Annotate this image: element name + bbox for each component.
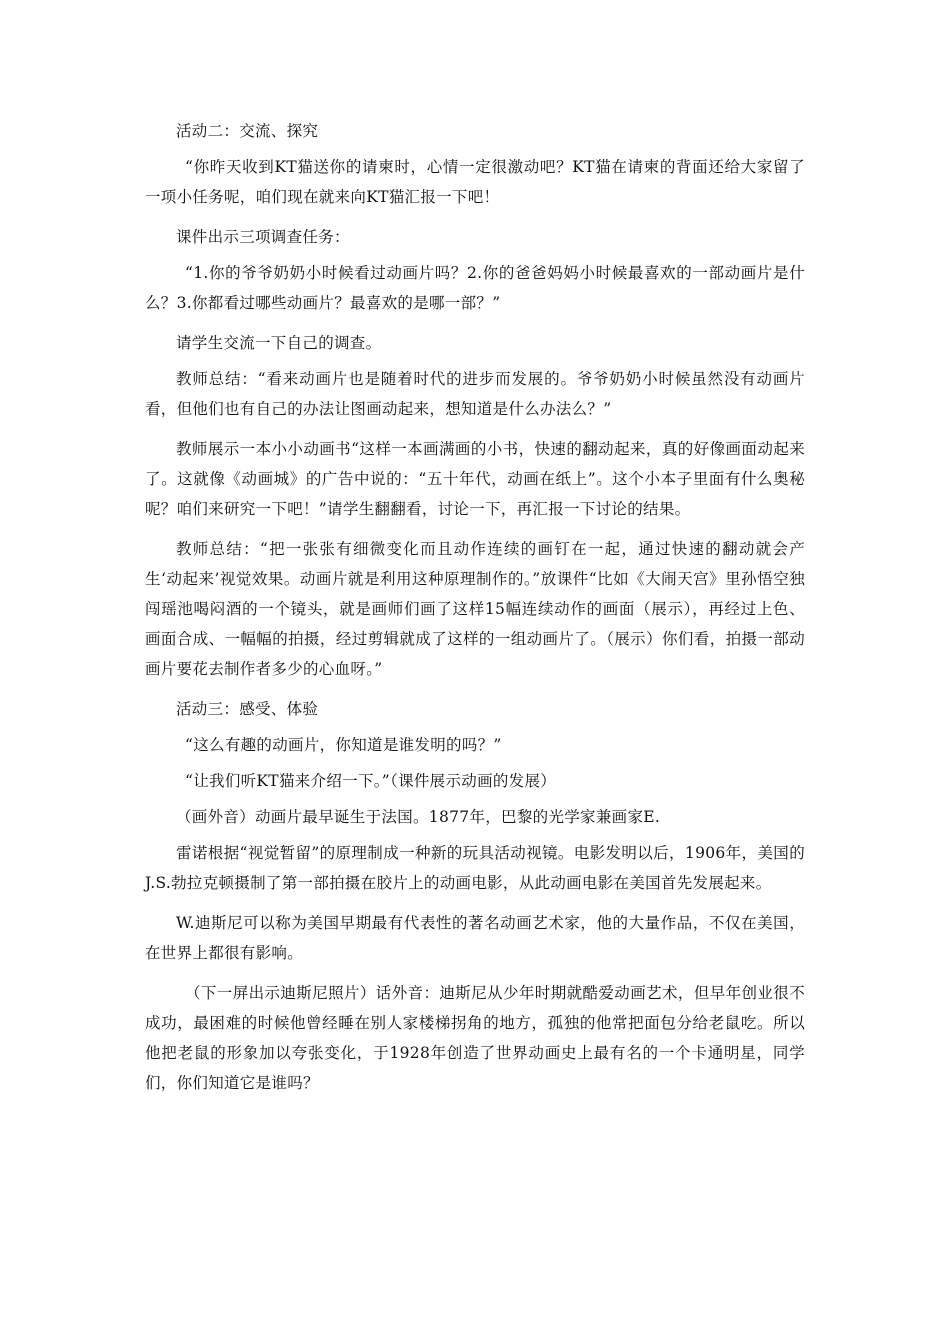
paragraph-kt-cat-intro: “让我们听KT猫来介绍一下。”（课件展示动画的发展） — [185, 772, 557, 790]
activity-two-heading: 活动二：交流、探究 — [176, 122, 319, 140]
activity-three-heading: 活动三：感受、体验 — [176, 700, 319, 718]
paragraph-teacher-summary-2: 教师总结：“把一张张有细微变化而且动作连续的画钉在一起，通过快速的翻动就会产生‘动起来’视觉效果。动画片就是利用这种原理制作的。”放课件“比如《大闹天宫》里孙悟空独闯瑶池喝闷酒的一个镜头，就是画师们画了这样15幅连续动作的画面（展示），再经过上色、画面合成、一幅幅的拍摄，经过剪辑就成了这样的一组动画片了。（展示）你们看，拍摄一部动画片要花去制作者多少的心血呀。” — [145, 540, 805, 678]
paragraph-disney-intro: W.迪斯尼可以称为美国早期最有代表性的著名动画艺术家，他的大量作品，不仅在美国，在世界上都很有影响。 — [145, 914, 805, 962]
paragraph-teacher-summary-1: 教师总结：“看来动画片也是随着时代的进步而发展的。爷爷奶奶小时候虽然没有动画片看，但他们也有自己的办法让图画动起来，想知道是什么办法么？” — [145, 370, 805, 418]
paragraph-history-reynaud: 雷诺根据“视觉暂留”的原理制成一种新的玩具活动视镜。电影发明以后，1906年，美国的J.S.勃拉克顿摄制了第一部拍摄在胶片上的动画电影，从此动画电影在美国首先发展起来。 — [145, 844, 805, 892]
paragraph-survey-questions: “1.你的爷爷奶奶小时候看过动画片吗？2.你的爸爸妈妈小时候最喜欢的一部动画片是什么？3.你都看过哪些动画片？最喜欢的是哪一部？” — [145, 264, 805, 312]
paragraph-student-exchange: 请学生交流一下自己的调查。 — [176, 334, 382, 352]
paragraph-survey-tasks-intro: 课件出示三项调查任务： — [176, 228, 350, 246]
paragraph-invitation-task: “你昨天收到KT猫送你的请柬时，心情一定很激动吧？KT猫在请柬的背面还给大家留了一项小任务呢，咱们现在就来向KT猫汇报一下吧！ — [145, 158, 805, 206]
paragraph-flipbook-demo: 教师展示一本小小动画书“这样一本画满画的小书，快速的翻动起来，真的好像画面动起来了。这就像《动画城》的广告中说的：“五十年代，动画在纸上”。这个小本子里面有什么奥秘呢？咱们来研究一下吧！”请学生翻翻看，讨论一下，再汇报一下讨论的结果。 — [145, 440, 805, 518]
paragraph-voiceover-france: （画外音）动画片最早诞生于法国。1877年，巴黎的光学家兼画家E. — [176, 808, 661, 826]
paragraph-disney-story: （下一屏出示迪斯尼照片）话外音：迪斯尼从少年时期就酷爱动画艺术，但早年创业很不成功，最困难的时候他曾经睡在别人家楼梯拐角的地方，孤独的他常把面包分给老鼠吃。所以他把老鼠的形象加以夸张变化，于1928年创造了世界动画史上最有名的一个卡通明星，同学们，你们知道它是谁吗？ — [145, 984, 805, 1092]
paragraph-who-invented: “这么有趣的动画片，你知道是谁发明的吗？” — [185, 736, 502, 754]
document-body — [145, 116, 805, 1108]
